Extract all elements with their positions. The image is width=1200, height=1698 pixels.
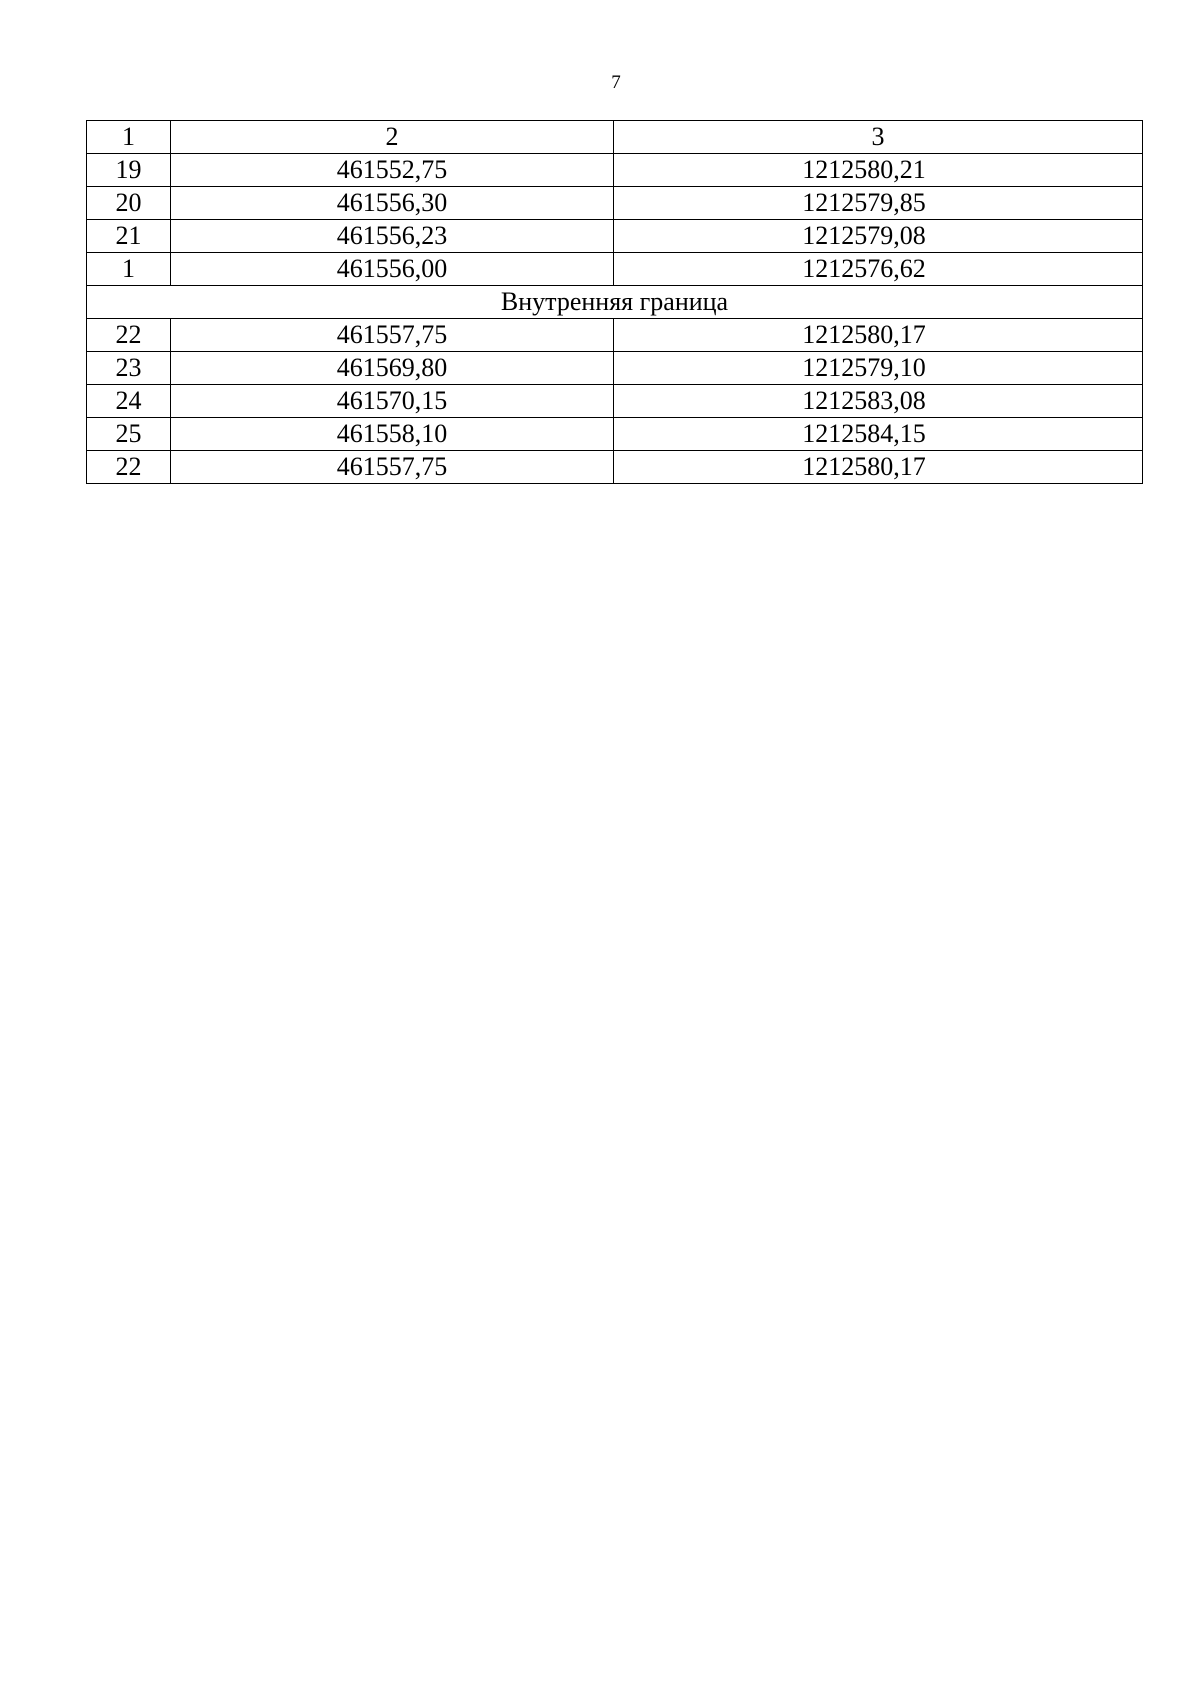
section-row: [87, 286, 1143, 319]
header-cell-y: 3: [614, 121, 1143, 154]
page-number: 7: [611, 72, 621, 93]
x-coordinate-cell: 461569,80: [171, 352, 614, 385]
x-coordinate-cell: 461570,15: [171, 385, 614, 418]
x-coordinate-cell: 461556,00: [171, 253, 614, 286]
table-row: [87, 385, 1143, 418]
table-header-row: [87, 121, 1143, 154]
table-row: [87, 418, 1143, 451]
y-coordinate-cell: 1212584,15: [614, 418, 1143, 451]
y-coordinate-cell: 1212580,17: [614, 451, 1143, 484]
section-label-inner-boundary: Внутренняя граница: [87, 286, 1143, 319]
x-coordinate-cell: 461557,75: [171, 451, 614, 484]
table-row: [87, 451, 1143, 484]
y-coordinate-cell: 1212576,62: [614, 253, 1143, 286]
table-row: [87, 220, 1143, 253]
table-row: [87, 319, 1143, 352]
y-coordinate-cell: 1212580,21: [614, 154, 1143, 187]
y-coordinate-cell: 1212583,08: [614, 385, 1143, 418]
header-cell-x: 2: [171, 121, 614, 154]
x-coordinate-cell: 461556,30: [171, 187, 614, 220]
y-coordinate-cell: 1212579,85: [614, 187, 1143, 220]
point-number-cell: 19: [87, 154, 171, 187]
table-row: [87, 154, 1143, 187]
point-number-cell: 22: [87, 451, 171, 484]
point-number-cell: 1: [87, 253, 171, 286]
y-coordinate-cell: 1212579,08: [614, 220, 1143, 253]
point-number-cell: 24: [87, 385, 171, 418]
y-coordinate-cell: 1212580,17: [614, 319, 1143, 352]
table-row: [87, 187, 1143, 220]
point-number-cell: 23: [87, 352, 171, 385]
x-coordinate-cell: 461552,75: [171, 154, 614, 187]
point-number-cell: 22: [87, 319, 171, 352]
header-cell-point: 1: [87, 121, 171, 154]
coordinates-table: [86, 120, 1143, 484]
point-number-cell: 21: [87, 220, 171, 253]
x-coordinate-cell: 461557,75: [171, 319, 614, 352]
table-row: [87, 253, 1143, 286]
point-number-cell: 20: [87, 187, 171, 220]
point-number-cell: 25: [87, 418, 171, 451]
y-coordinate-cell: 1212579,10: [614, 352, 1143, 385]
x-coordinate-cell: 461556,23: [171, 220, 614, 253]
table-row: [87, 352, 1143, 385]
x-coordinate-cell: 461558,10: [171, 418, 614, 451]
